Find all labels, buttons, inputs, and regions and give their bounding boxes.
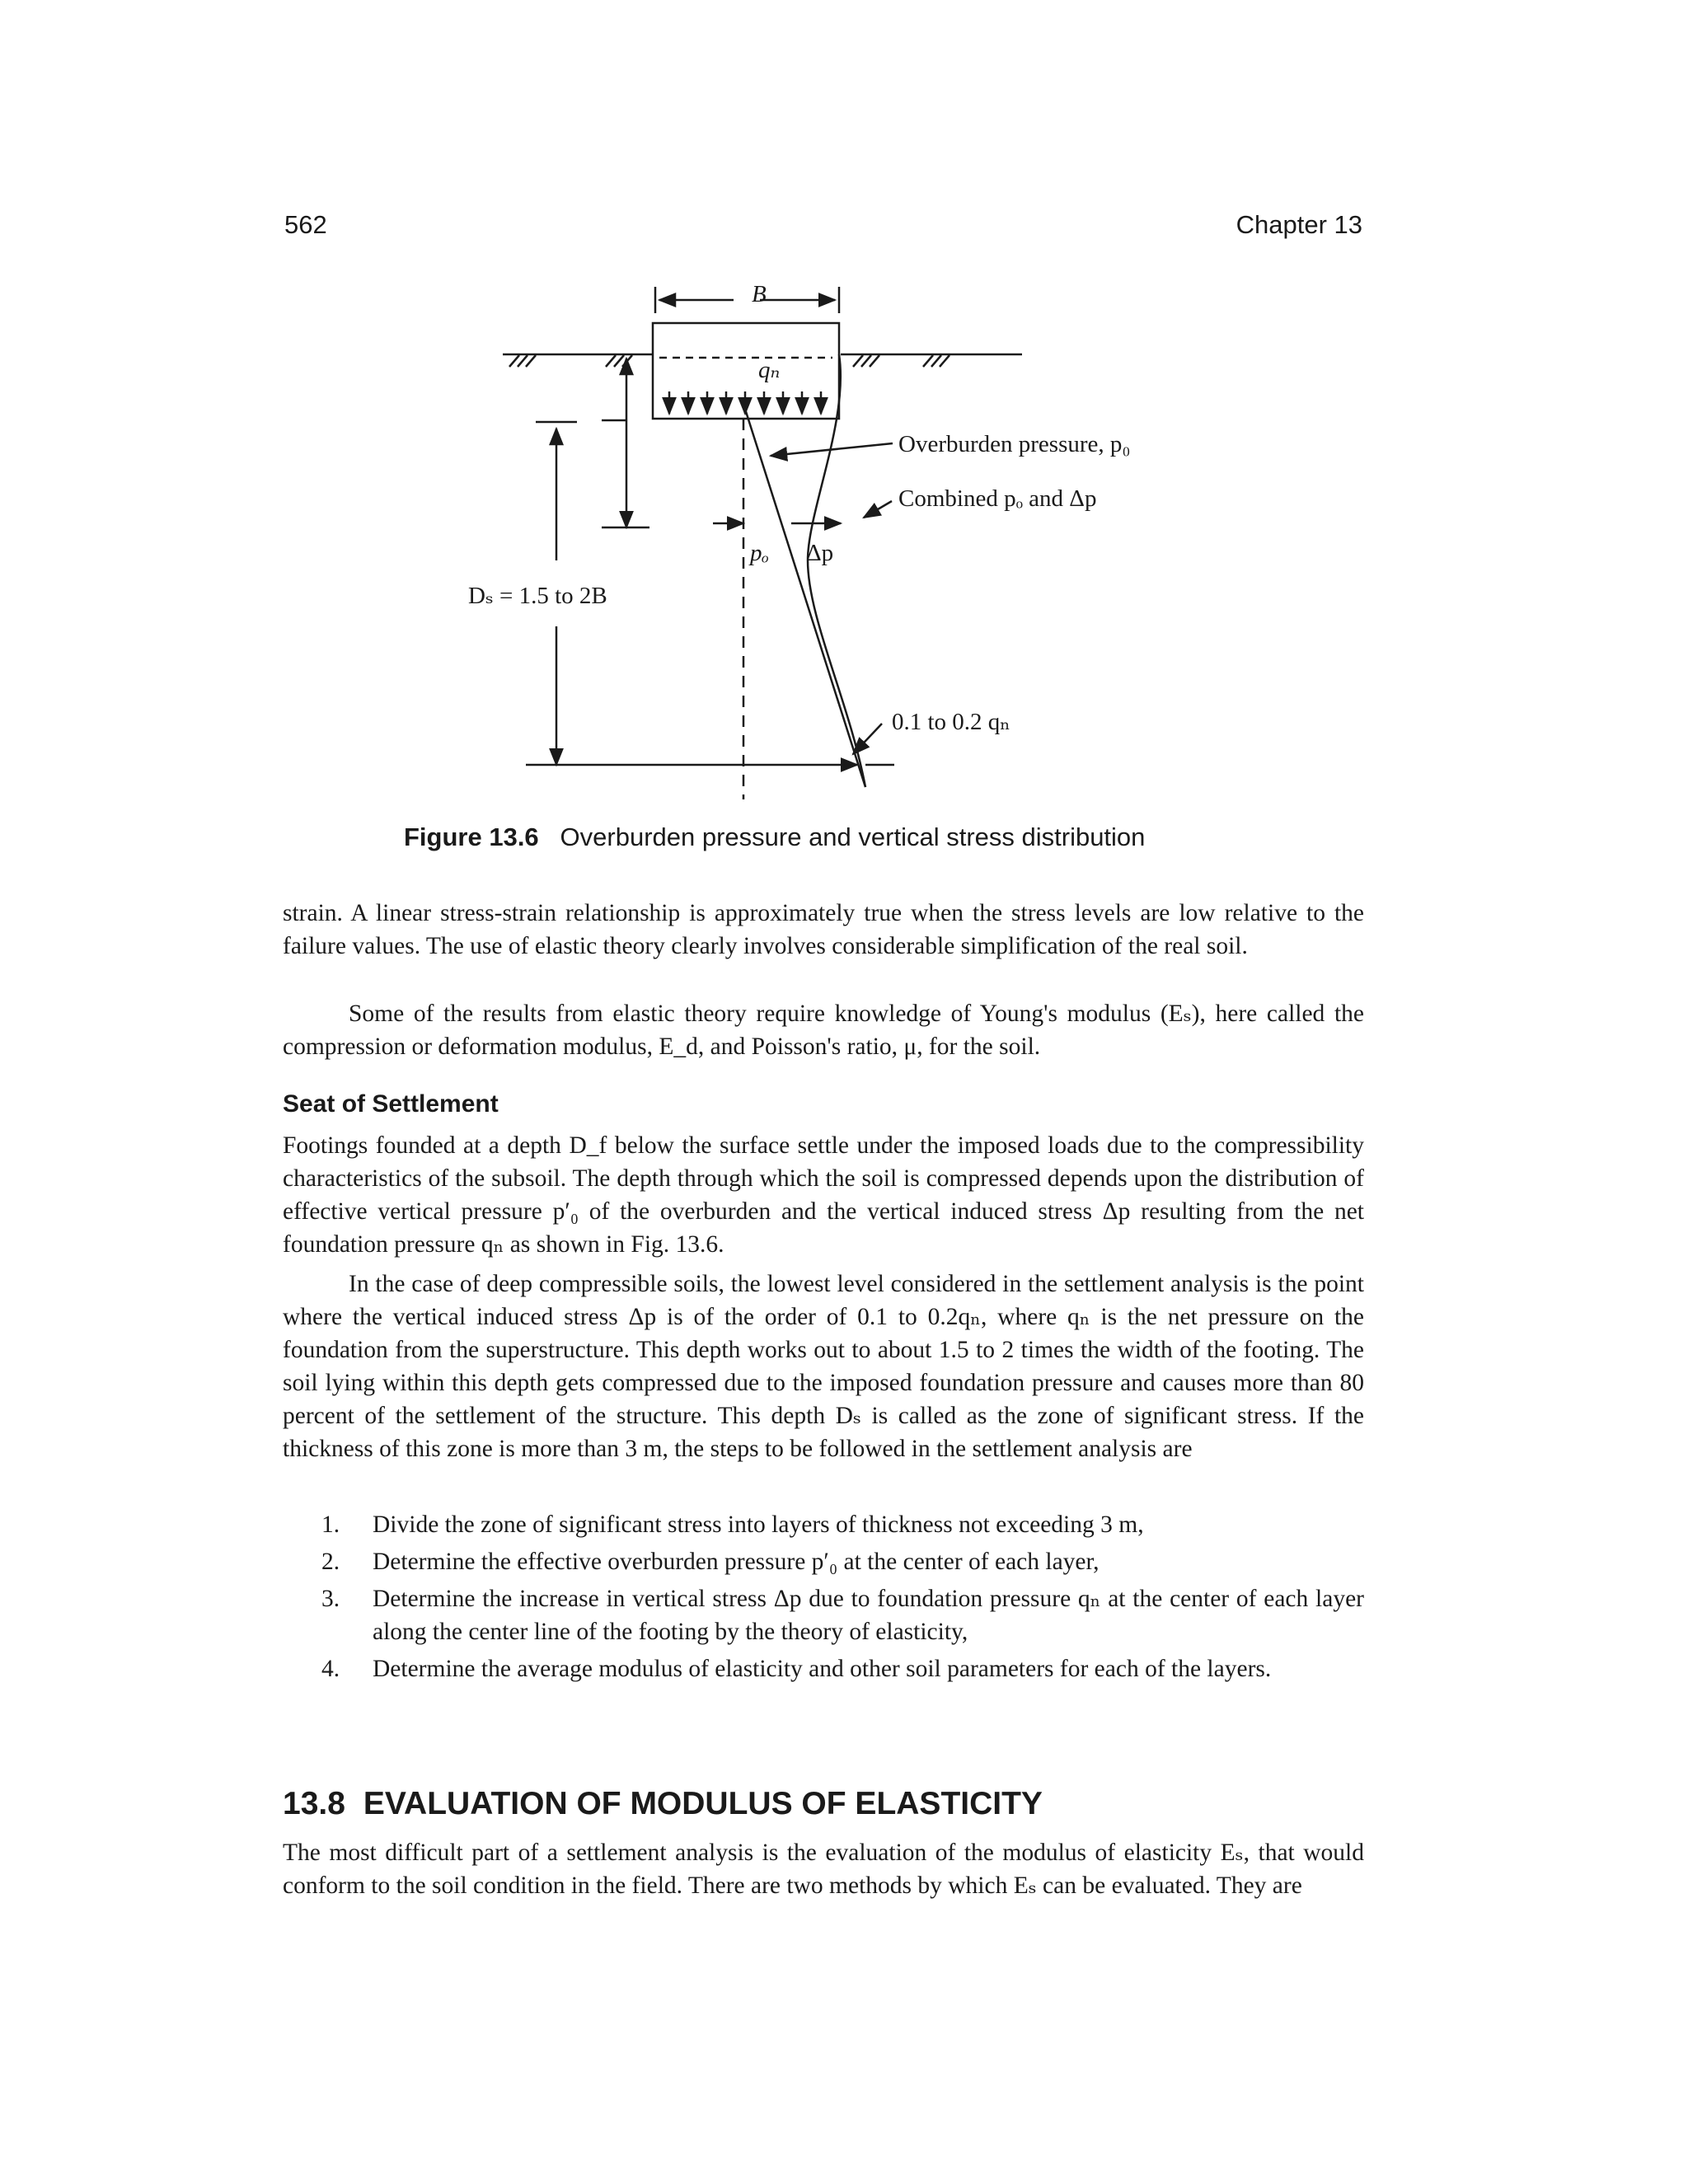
- list-item: [321, 1652, 1364, 1685]
- paragraph-text: strain. A linear stress-strain relationship is approximately true when the stress levels are low relative to the failure values. The use of elastic theory clearly involves considerable simplification of the real soil.: [283, 900, 1364, 959]
- step-number: 2.: [321, 1549, 340, 1575]
- paragraph-text: Footings founded at a depth D_f below the surface settle under the imposed loads due to the compressibility characteristics of the subsoil. The depth through which the soil is compressed depends upon the distribution of effective vertical pressure p′₀ of the overburden and the vertical induced stress Δp resulting from the net foundation pressure qₙ as shown in Fig. 13.6.: [283, 1132, 1364, 1258]
- label-overburden: Overburden pressure, p₀: [898, 431, 1131, 457]
- paragraph-deep-soils: [283, 1268, 1364, 1465]
- figure-caption: [404, 823, 1145, 852]
- page-number: 562: [284, 210, 327, 239]
- figure-13-6: [462, 272, 1203, 816]
- paragraph-young-modulus: [283, 997, 1364, 1063]
- list-item: [321, 1582, 1364, 1648]
- label-dp: Δp: [806, 540, 834, 566]
- label-qn: qₙ: [758, 357, 781, 383]
- leader-combined: [864, 501, 892, 518]
- paragraph-strain: [283, 897, 1364, 963]
- step-text: Determine the increase in vertical stress Δp due to foundation pressure qₙ at the center of each layer along the center line of the footing by the theory of elasticity,: [373, 1586, 1364, 1645]
- step-text: Determine the average modulus of elasticity and other soil parameters for each of the layers.: [373, 1656, 1272, 1682]
- overburden-line: [743, 404, 865, 787]
- paragraph-evaluation: [283, 1836, 1364, 1902]
- label-fraction: 0.1 to 0.2 qₙ: [892, 709, 1010, 735]
- step-number: 1.: [321, 1511, 340, 1538]
- paragraph-footings: [283, 1129, 1364, 1261]
- caption-number: Figure 13.6: [404, 823, 539, 851]
- step-text: Determine the effective overburden pressure p′₀ at the center of each layer,: [373, 1549, 1100, 1575]
- paragraph-text: Some of the results from elastic theory require knowledge of Young's modulus (Eₛ), here called the compression or deformation modulus, E_d, and Poisson's ratio, μ, for the soil.: [283, 1001, 1364, 1060]
- label-po: pₒ: [750, 540, 769, 566]
- caption-text: Overburden pressure and vertical stress distribution: [560, 823, 1146, 851]
- step-number: 3.: [321, 1586, 340, 1612]
- paragraph-text: In the case of deep compressible soils, the lowest level considered in the settlement analysis is the point where the vertical induced stress Δp is of the order of 0.1 to 0.2qₙ, where qₙ is the net pressure on the foundation from the superstructure. This depth works out to about 1.5 to 2 times the width of the footing. The soil lying within this depth gets compressed due to the imposed foundation pressure and causes more than 80 percent of the settlement of the structure. This depth Dₛ is called as the zone of significant stress. If the thickness of this zone is more than 3 m, the steps to be followed in the settlement analysis are: [283, 1271, 1364, 1462]
- label-combined: Combined pₒ and Δp: [898, 485, 1097, 512]
- label-ds: Dₛ = 1.5 to 2B: [468, 583, 607, 609]
- label-b: B: [752, 281, 767, 307]
- section-title: EVALUATION OF MODULUS OF ELASTICITY: [363, 1786, 1043, 1821]
- step-text: Divide the zone of significant stress into layers of thickness not exceeding 3 m,: [373, 1511, 1144, 1538]
- list-item: [321, 1545, 1364, 1578]
- chapter-label: Chapter 13: [1236, 210, 1362, 239]
- subheading-seat-of-settlement: Seat of Settlement: [283, 1090, 499, 1118]
- list-item: [321, 1508, 1364, 1541]
- steps-list: [321, 1508, 1364, 1690]
- paragraph-text: The most difficult part of a settlement analysis is the evaluation of the modulus of elasticity Eₛ, that would conform to the soil condition in the field. There are two methods by which Eₛ can be evaluated. They are: [283, 1840, 1364, 1899]
- section-heading: [283, 1786, 1043, 1822]
- section-number: 13.8: [283, 1786, 345, 1821]
- leader-fraction: [853, 724, 882, 754]
- figure-diagram: [462, 272, 1203, 816]
- step-number: 4.: [321, 1656, 340, 1682]
